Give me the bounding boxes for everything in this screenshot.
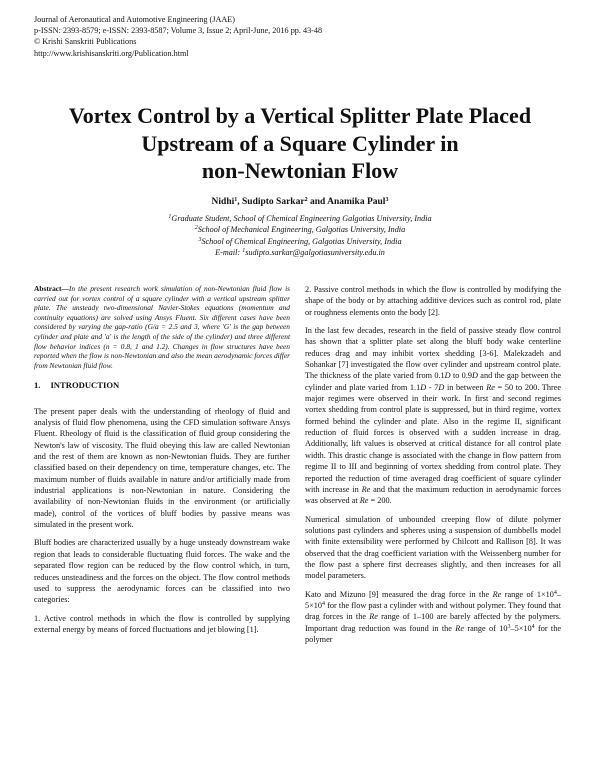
text-run: - 7 — [426, 382, 439, 392]
author-name: Anamika Paul — [327, 197, 386, 207]
journal-copyright: © Krishi Sanskriti Publications — [34, 37, 137, 47]
right-column — [305, 284, 561, 652]
affiliation-sup: 2 — [194, 225, 198, 232]
paper-title — [20, 102, 580, 185]
title-line: non-Newtonian Flow — [201, 158, 399, 183]
journal-issn: p-ISSN: 2393-8579; e-ISSN: 2393-8587; Volume 3, Issue 2; April-June, 2016 pp. 43-48 — [34, 26, 323, 36]
abstract — [34, 284, 290, 370]
symbol-re: Re — [369, 612, 378, 622]
paragraph: Bluff bodies are characterized usually by a huge unsteady downstream wake region that leads to considerable fluctuating fluid forces. The wake and the separated flow region can be reduced by the flow control which, in turn, reduces unsteadiness and the forces on the object. The flow control methods used to suppress the aerodynamic forces can be classified into two categories: — [34, 538, 290, 605]
author-list — [0, 196, 600, 208]
symbol-re: Re — [455, 623, 464, 633]
text-run: and that the maximum reduction in aerodynamic forces was observed at — [305, 484, 561, 506]
author-name: Nidhi — [211, 197, 235, 207]
email-line — [0, 247, 600, 258]
affiliations — [0, 213, 600, 258]
title-line: Vortex Control by a Vertical Splitter Plate Placed — [68, 103, 532, 128]
paragraph: Numerical simulation of unbounded creeping flow of dilute polymer solutions past cylinders and spheres using a suspension of dumbbells model with finite extensibility were performed by Chilcott and Rallison [8]. It was observed that the drag coefficient variation with the Weissenberg number for the flow past a sphere first decreases slightly, and then increases for all model parameters. — [305, 514, 561, 581]
symbol-re: Re — [486, 382, 495, 392]
paragraph — [305, 589, 561, 646]
author-separator: , — [237, 197, 242, 207]
paragraph — [305, 325, 561, 507]
affiliation-text: School of Mechanical Engineering, Galgotias University, India — [197, 225, 406, 235]
symbol-d: D — [444, 371, 451, 381]
affiliation — [0, 224, 600, 235]
section-title: INTRODUCTION — [50, 380, 120, 391]
text-run: to 0.9 — [450, 371, 472, 381]
author-name: Sudipto Sarkar — [242, 197, 305, 207]
symbol-d: D — [472, 371, 478, 381]
paragraph: 1. Active control methods in which the flow is controlled by supplying external energy by means of forced fluctuations and jet blowing [1]. — [34, 613, 290, 634]
title-line: Upstream of a Square Cylinder in — [141, 130, 459, 156]
email-sup: 1 — [242, 247, 246, 254]
symbol-re: Re — [492, 589, 502, 599]
symbol-re: Re — [359, 496, 369, 506]
journal-url[interactable]: http://www.krishisanskriti.org/Publication.html — [34, 48, 189, 58]
left-column — [34, 284, 290, 642]
symbol-d: D — [420, 382, 427, 392]
text-run: range of 1×10 — [501, 589, 554, 599]
journal-name: Journal of Aeronautical and Automotive Engineering (JAAE) — [34, 15, 235, 24]
text-run: range of 1–100 are barely affected by the polymers. Important drag reduction was found in the — [305, 612, 561, 633]
email-prefix: E-mail: — [215, 247, 243, 257]
author-sup: 3 — [385, 197, 389, 203]
text-run: –5×10 — [510, 623, 532, 633]
affiliation — [0, 236, 600, 247]
text-run: In the last few decades, research in the field of passive steady flow control has shown that a splitter plate set along the bluff body wake centerline reduces drag and may inhibit vortex shedding [3-6]. Malekzadeh and Sohankar [7] investigated the flow over cylinder and upstream control plate. The thickness of the plate varied from 0.1 — [305, 326, 561, 381]
text-run: and the gap between the cylinder and plate varied from 1.1 — [305, 371, 561, 392]
email-address[interactable]: sudipto.sarkar@galgotiasuniversity.edu.in — [245, 247, 385, 257]
exponent: 4 — [322, 600, 326, 607]
text-run: for the polymer — [305, 623, 562, 644]
text-run: = 50 to 200. Three major regimes were observed in their work. In first and second regimes vortex shedding from control plate is suppressed, but in third regime, vortex formed behind the cylinder and plate. Also in the regime II, significant reduction of fluid forces is observed with a sudden increase in drag. Additionally, lift values is observed at critical distance for all control plate width. This drastic change is associated with the change in flow pattern from regime II to III and beginning of vortex shedding from control plate. They reported the reduction of time averaged drag coefficient of square cylinder with increase in — [305, 382, 562, 494]
abstract-text: In the present research work simulation of non-Newtonian fluid flow is carried out for vortex control of a square cylinder with a vertical upstream splitter plate. The unsteady two-dimensional Navier-Stokes equations (momentum and continuity equations) are solved using Ansys Fluent. Six different cases have been considered by varying the gap-ratio (G/a = 2.5 and 3, where 'G' is the gap between cylinder and plate and 'a' is the length of the side of the cylinder) and three different flow behavior indices (n = 0.8, 1 and 1.2). Changes in flow structures have been reported when the flow is non-Newtonian and also the mean aerodynamic forces differ from Newtonian fluid flow. — [34, 284, 290, 370]
journal-header — [34, 14, 322, 59]
exponent: 4 — [553, 589, 557, 596]
text-run: Kato and Mizuno [9] measured the drag force in the — [305, 589, 493, 599]
section-number: 1. — [34, 380, 41, 391]
text-run: in between — [444, 382, 487, 392]
text-run: for the flow past a cylinder with and without polymer. They found that drag forces in the — [305, 600, 561, 622]
text-run: = 200. — [368, 496, 392, 506]
paragraph: 2. Passive control methods in which the flow is controlled by modifying the shape of the body or by attaching additive devices such as control rod, plate or roughness elements onto the body [2]. — [305, 285, 561, 317]
paragraph: The present paper deals with the understanding of rheology of fluid and analysis of fluid flow phenomena, using the CFD simulation software Ansys Fluent. Rheology of fluid is the classification of fluid group considering the Newton's law of viscosity. The fluid obeying this law are called Newtonian and the rest of them are known as non-Newtonian fluids. They are further classified based on their dependency on time, temperature changes, etc. The maximum number of fluids available in nature and/or artificially made from industrial applications is non-Newtonian in nature. Considering the availability of non-Newtonian fluids in the environment (or artificially made), control of the vortices of bluff bodies by passive means was simulated in the present work. — [34, 406, 290, 530]
affiliation-text: Graduate Student, School of Chemical Engineering Galgotias University, India — [171, 214, 432, 223]
author-sup: 1 — [234, 197, 238, 203]
affiliation-sup: 1 — [168, 214, 172, 220]
text-run: –5×10 — [305, 589, 561, 610]
text-run: range of 10 — [464, 623, 508, 633]
affiliation-text: School of Chemical Engineering, Galgotias University, India — [201, 236, 402, 246]
symbol-d: D — [438, 382, 445, 392]
symbol-re: Re — [361, 484, 371, 494]
exponent: 3 — [507, 623, 511, 630]
exponent: 4 — [531, 623, 535, 630]
affiliation — [0, 213, 600, 224]
abstract-label: Abstract— — [34, 284, 69, 293]
affiliation-sup: 3 — [198, 236, 202, 243]
author-separator: and — [307, 197, 328, 207]
section-heading — [34, 380, 290, 391]
author-sup: 2 — [304, 197, 308, 203]
